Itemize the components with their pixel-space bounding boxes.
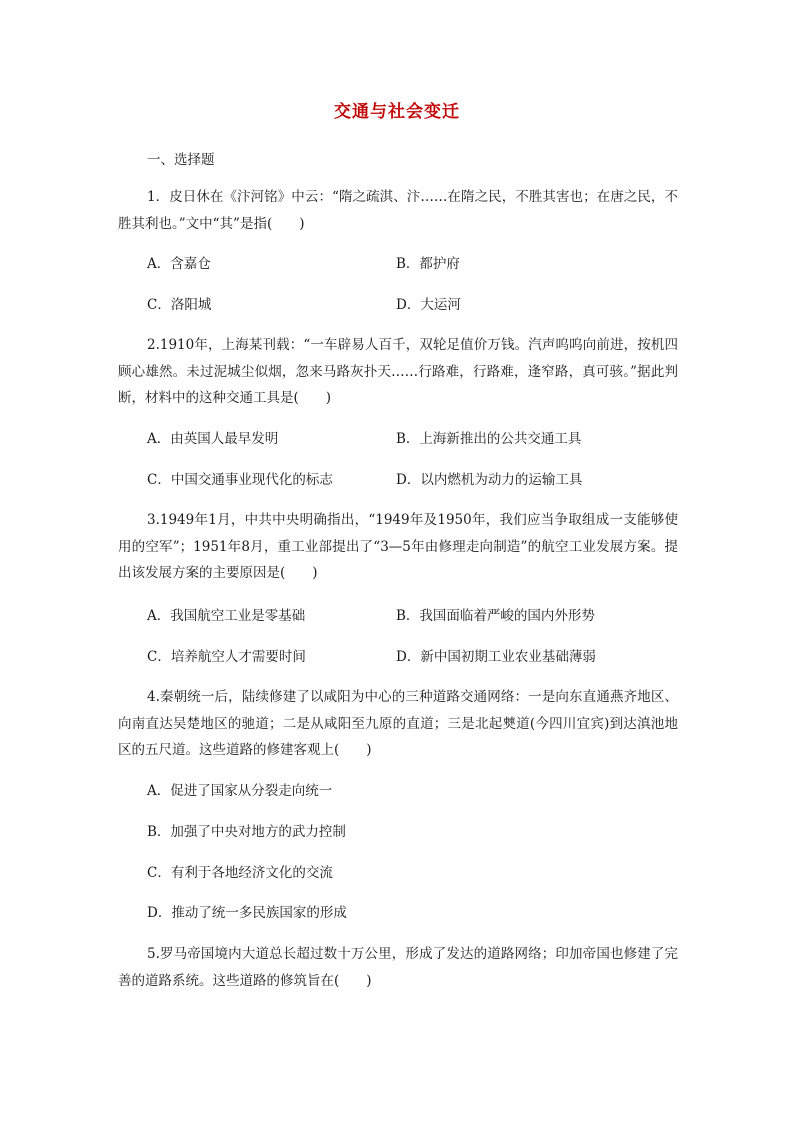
question-1-stem: 1．皮日休在《汴河铭》中云：“隋之疏淇、汴……在隋之民，不胜其害也；在唐之民，不胜其利也。”文中“其”是指( ): [118, 189, 678, 232]
question-1-option-c[interactable]: C．洛阳城: [147, 297, 212, 313]
question-2-stem: 2.1910年，上海某刊载：“一车辟易人百千，双轮足值价万钱。汽声呜呜向前进，按机四顾心雄然。未过泥城尘似烟，忽来马路灰扑天……行路难，行路难，逢窄路，真可骇。”据此判断，材料中的这种交通工具是( ): [118, 337, 678, 406]
question-2-option-c[interactable]: C．中国交通事业现代化的标志: [147, 472, 333, 488]
section-heading: 一、选择题: [147, 152, 215, 168]
question-4-option-b[interactable]: B．加强了中央对地方的武力控制: [147, 824, 346, 840]
question-1-option-b[interactable]: B．都护府: [396, 256, 460, 272]
question-1-option-a[interactable]: A．含嘉仓: [147, 256, 211, 272]
question-3-option-b[interactable]: B．我国面临着严峻的国内外形势: [396, 608, 595, 624]
document-title: 交通与社会变迁: [334, 102, 460, 122]
question-3-option-d[interactable]: D．新中国初期工业农业基础薄弱: [396, 649, 596, 665]
question-3-option-a[interactable]: A．我国航空工业是零基础: [147, 608, 306, 624]
question-4-option-c[interactable]: C．有利于各地经济文化的交流: [147, 865, 333, 881]
question-4-option-a[interactable]: A．促进了国家从分裂走向统一: [147, 783, 333, 799]
question-4-option-d[interactable]: D．推动了统一多民族国家的形成: [147, 905, 347, 921]
question-1-option-d[interactable]: D．大运河: [396, 297, 461, 313]
question-4-stem: 4.秦朝统一后，陆续修建了以咸阳为中心的三种道路交通网络：一是向东直通燕齐地区、向南直达吴楚地区的驰道；二是从咸阳至九原的直道；三是北起僰道(今四川宜宾)到达滇池地区的五尺道。这些道路的修建客观上( ): [118, 689, 678, 758]
question-2-option-d[interactable]: D．以内燃机为动力的运输工具: [396, 472, 583, 488]
question-2-option-a[interactable]: A．由英国人最早发明: [147, 431, 279, 447]
question-2-option-b[interactable]: B．上海新推出的公共交通工具: [396, 431, 582, 447]
question-3-option-c[interactable]: C．培养航空人才需要时间: [147, 649, 306, 665]
question-3-stem: 3.1949年1月，中共中央明确指出，“1949年及1950年，我们应当争取组成一支能够使用的空军”；1951年8月，重工业部提出了“3—5年由修理走向制造”的航空工业发展方案。提出该发展方案的主要原因是( ): [118, 512, 678, 581]
question-5-stem: 5.罗马帝国境内大道总长超过数十万公里，形成了发达的道路网络；印加帝国也修建了完善的道路系统。这些道路的修筑旨在( ): [118, 946, 678, 989]
